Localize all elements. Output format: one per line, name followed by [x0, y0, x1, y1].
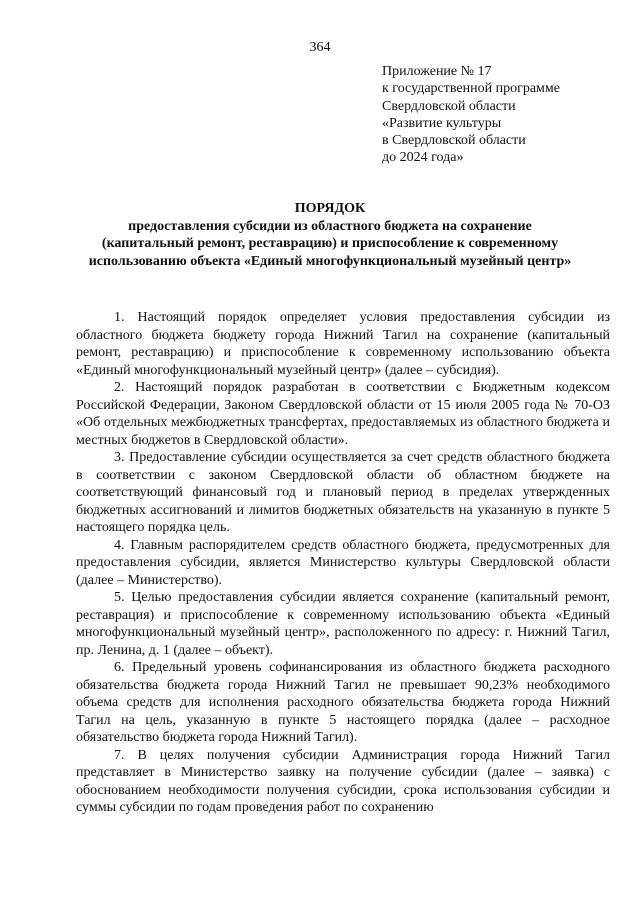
paragraph-1: 1. Настоящий порядок определяет условия предоставления субсидии из областного бюджета бюджету города Нижний Тагил на сохранение (капитальный ремонт, реставрацию) и приспособление к современному использованию объекта «Единый многофункциональный музейный центр» (далее – субсидия). — [76, 310, 610, 378]
paragraph-6: 6. Предельный уровень софинансирования из областного бюджета расходного обязательства бюджета города Нижний Тагил не превышает 90,23% необходимого объема средств для исполнения расходного обязательства бюджета города Нижний Тагил на цель, указанную в пункте 5 настоящего порядка (далее – расходное обязательство бюджета города Нижний Тагил). — [76, 660, 610, 745]
paragraph-5: 5. Целью предоставления субсидии является сохранение (капитальный ремонт, реставрация) и приспособление к современному использованию объекта «Единый многофункциональный музейный центр», расположенного по адресу: г. Нижний Тагил, пр. Ленина, д. 1 (далее – объект). — [76, 590, 610, 658]
appendix-line: к государственной программе — [382, 81, 560, 97]
appendix-line: «Развитие культуры — [382, 115, 502, 131]
appendix-line: в Свердловской области — [382, 133, 526, 149]
paragraph-2: 2. Настоящий порядок разработан в соответствии с Бюджетным кодексом Российской Федерации, Законом Свердловской области от 15 июля 2005 года № 70-ОЗ «Об отдельных межбюджетных трансфертах, предоставляемых из областного бюджета и местных бюджетов в Свердловской области». — [76, 380, 610, 448]
title-heading: ПОРЯДОК — [294, 201, 366, 216]
appendix-line: до 2024 года» — [382, 150, 464, 166]
title-line: предоставления субсидии из областного бюджета на сохранение — [128, 218, 532, 234]
document-body — [76, 309, 610, 817]
document-title — [60, 200, 600, 270]
paragraph-4: 4. Главным распорядителем средств областного бюджета, предусмотренных для предоставления субсидии, является Министерство культуры Свердловской области (далее – Министерство). — [76, 537, 610, 588]
title-line: (капитальный ремонт, реставрацию) и приспособление к современному — [101, 236, 559, 251]
paragraph-3: 3. Предоставление субсидии осуществляется за счет средств областного бюджета в соответствии с законом Свердловской области об областном бюджете на соответствующий финансовый год и плановый период в пределах утвержденных бюджетных ассигнований и лимитов бюджетных обязательств на указанную в пункте 5 настоящего порядка цель. — [76, 450, 610, 535]
appendix-header — [382, 63, 622, 167]
appendix-line: Свердловской области — [382, 98, 516, 114]
page-number: 364 — [309, 40, 331, 55]
appendix-line: Приложение № 17 — [382, 64, 492, 79]
paragraph-7: 7. В целях получения субсидии Администрация города Нижний Тагил представляет в Министерство заявку на получение субсидии (далее – заявка) с обоснованием необходимости получения субсидии, срока использования субсидии и суммы субсидии по годам проведения работ по сохранению — [76, 747, 610, 815]
title-line: использованию объекта «Единый многофункциональный музейный центр» — [88, 253, 572, 269]
